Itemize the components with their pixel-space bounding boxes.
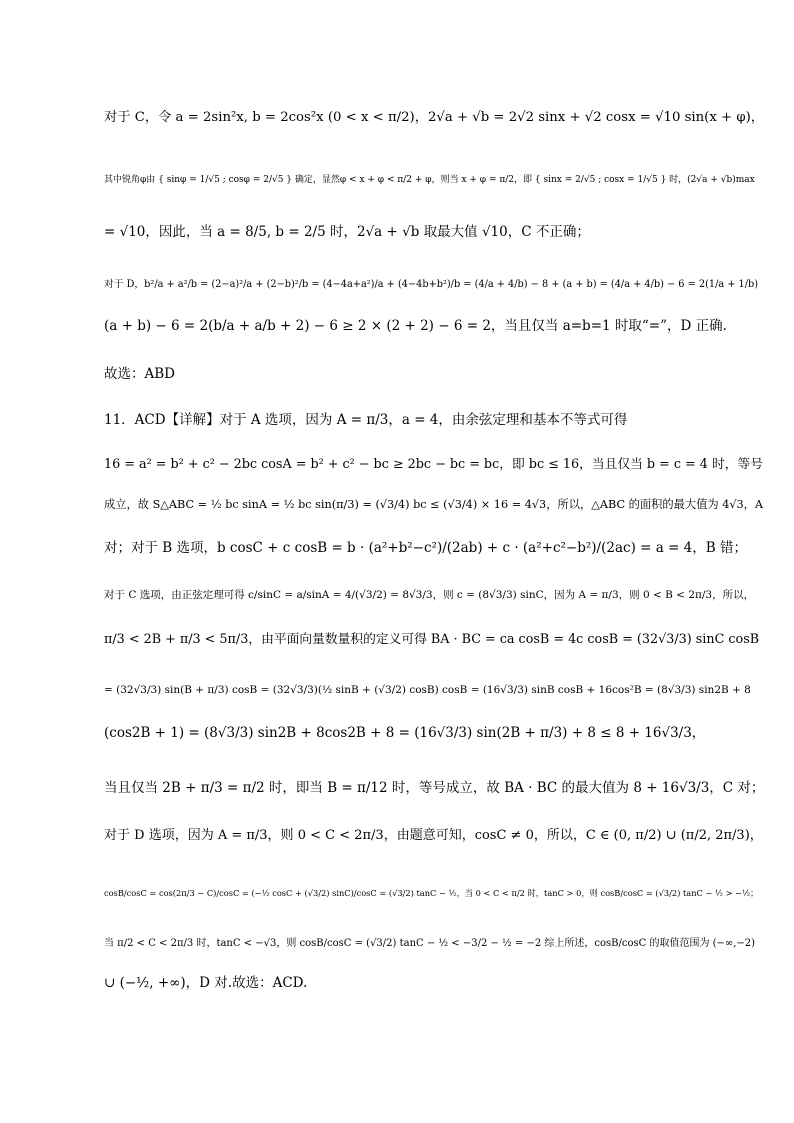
solution-line-d-expansion: 对于 D，b²/a + a²/b = (2−a)²/a + (2−b)²/b = (4−4a+a²)/a + (4−4b+b²)/b = (4/a + 4/b) − 8 + (a + b) = (4/a + 4/b) − 6 = 2(1/a + 1/b) xyxy=(104,279,759,290)
answer-line-10: 故选：ABD xyxy=(104,366,175,382)
question-11-header: 11．ACD【详解】对于 A 选项，因为 A = π/3，a = 4，由余弦定理和基本不等式可得 xyxy=(104,412,628,428)
solution-line-11c-5: 当且仅当 2B + π/3 = π/2 时，即当 B = π/12 时，等号成立，故 BA · BC 的最大值为 8 + 16√3/3，C 对； xyxy=(104,780,765,796)
solution-line-11d-2: cosB/cosC = cos(2π/3 − C)/cosC = (−½ cosC + (√3/2) sinC)/cosC = (√3/2) tanC − ½，当 0 < C < π/2 时，tanC > 0，则 cosB/cosC = (√3/2) tanC − ½ > −½； xyxy=(104,888,759,898)
solution-line-11a-2: 成立，故 S△ABC = ½ bc sinA = ½ bc sin(π/3) = (√3/4) bc ≤ (√3/4) × 16 = 4√3，所以，△ABC 的面积的最大值为 4√3，A xyxy=(104,498,764,511)
solution-line-11b: 对；对于 B 选项，b cosC + c cosB = b · (a²+b²−c²)/(2ab) + c · (a²+c²−b²)/(2ac) = a = 4，B 错； xyxy=(104,540,747,556)
solution-line-11c-3: = (32√3/3) sin(B + π/3) cosB = (32√3/3)(½ sinB + (√3/2) cosB) cosB = (16√3/3) sinB cosB + 16cos²B = (8√3/3) sin2B + 8 xyxy=(104,684,751,696)
solution-line-d-conclusion: (a + b) − 6 = 2(b/a + a/b + 2) − 6 ≥ 2 × (2 + 2) − 6 = 2，当且仅当 a=b=1 时取“=”，D 正确. xyxy=(104,318,727,334)
solution-line-11d-4: ∪ (−½, +∞)，D 对.故选：ACD. xyxy=(104,975,308,991)
solution-line-c-conclusion: = √10，因此，当 a = 8/5, b = 2/5 时，2√a + √b 取最大值 √10，C 不正确； xyxy=(104,224,590,240)
solution-line-11d-1: 对于 D 选项，因为 A = π/3，则 0 < C < 2π/3，由题意可知，cosC ≠ 0，所以，C ∈ (0, π/2) ∪ (π/2, 2π/3)， xyxy=(104,828,763,843)
solution-line-11c-2: π/3 < 2B + π/3 < 5π/3，由平面向量数量积的定义可得 BA · BC = ca cosB = 4c cosB = (32√3/3) sinC cosB xyxy=(104,632,760,647)
solution-line-11c-4: (cos2B + 1) = (8√3/3) sin2B + 8cos2B + 8 = (16√3/3) sin(2B + π/3) + 8 ≤ 8 + 16√3/3， xyxy=(104,725,706,741)
solution-line-11c-1: 对于 C 选项，由正弦定理可得 c/sinC = a/sinA = 4/(√3/2) = 8√3/3，则 c = (8√3/3) sinC，因为 A = π/3，则 0 < B < 2π/3，所以， xyxy=(104,589,755,601)
solution-line-c-phi: 其中锐角φ由 { sinφ = 1/√5 ; cosφ = 2/√5 } 确定，显然φ < x + φ < π/2 + φ，则当 x + φ = π/2，即 { sinx = 2/√5 ; cosx = 1/√5 } 时，(2√a + √b)max xyxy=(104,175,755,185)
solution-line-11a-1: 16 = a² = b² + c² − 2bc cosA = b² + c² − bc ≥ 2bc − bc = bc，即 bc ≤ 16，当且仅当 b = c = 4 时，等号 xyxy=(104,457,763,472)
solution-line-c-setup: 对于 C，令 a = 2sin²x, b = 2cos²x (0 < x < π/2)，2√a + √b = 2√2 sinx + √2 cosx = √10 sin(x + φ)， xyxy=(104,110,765,125)
solution-line-11d-3: 当 π/2 < C < 2π/3 时，tanC < −√3，则 cosB/cosC = (√3/2) tanC − ½ < −3/2 − ½ = −2 综上所述，cosB/cosC 的取值范围为 (−∞,−2) xyxy=(104,938,756,949)
